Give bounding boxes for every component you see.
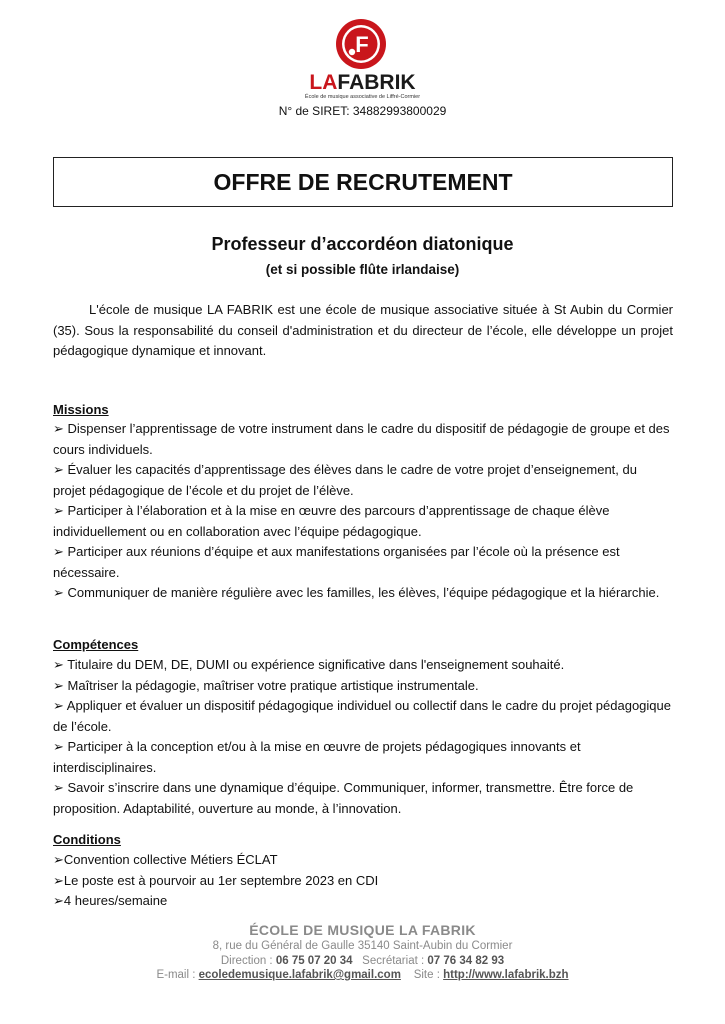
offer-banner: [53, 157, 673, 207]
list-item: ➢ Titulaire du DEM, DE, DUMI ou expérience significative dans l'enseignement souhaité.: [53, 657, 565, 672]
website-link[interactable]: http://www.lafabrik.bzh: [443, 969, 569, 981]
logo-subtitle: École de musique associative de Liffré-Cormier: [304, 94, 421, 100]
list-item: ➢ Participer à la conception et/ou à la mise en œuvre de projets pédagogiques innovants et interdisciplinaires.: [53, 739, 581, 775]
direction-phone: 06 75 07 20 34: [275, 955, 353, 967]
intro-paragraph: L'école de musique LA FABRIK est une école de musique associative située à St Aubin du Cormier (35). Sous la responsabilité du conseil d'administration et du directeur de l’école, elle développe un projet pédagogique dynamique et innovant.: [53, 302, 673, 358]
svg-text:F: F: [355, 32, 369, 57]
missions-list: [53, 419, 673, 604]
footer-address: 8, rue du Général de Gaulle 35140 Saint-Aubin du Cormier: [212, 940, 513, 952]
list-item: ➢Convention collective Métiers ÉCLAT: [53, 852, 278, 867]
list-item: ➢ Appliquer et évaluer un dispositif pédagogique individuel ou collectif dans le cadre du projet pédagogique de l’école.: [53, 698, 671, 734]
direction-label: Direction :: [220, 955, 276, 967]
competences-list: [53, 655, 673, 819]
site-label: Site :: [413, 969, 444, 981]
logo-word-fabrik: FABRIK: [337, 71, 416, 94]
secretariat-label: Secrétariat :: [362, 955, 428, 967]
secretariat-phone: 07 76 34 82 93: [427, 955, 505, 967]
list-item: ➢ Participer à l’élaboration et à la mise en œuvre des parcours d’apprentissage de chaque élève individuellement ou en collaboration avec l’équipe pédagogique.: [53, 503, 610, 539]
list-item: ➢ Maîtriser la pédagogie, maîtriser votre pratique artistique instrumentale.: [53, 677, 479, 693]
list-item: ➢ Évaluer les capacités d’apprentissage des élèves dans le cadre de votre projet d’enseignement, du projet pédagogique de l’école et du projet de l’élève.: [53, 462, 637, 498]
footer-school-name: ÉCOLE DE MUSIQUE LA FABRIK: [249, 922, 476, 938]
list-item: ➢4 heures/semaine: [53, 893, 168, 908]
job-title: Professeur d’accordéon diatonique: [211, 234, 514, 254]
siret-number: N° de SIRET: 34882993800029: [278, 104, 447, 118]
email-label: E-mail :: [156, 969, 199, 981]
list-item: ➢ Savoir s’inscrire dans une dynamique d’équipe. Communiquer, informer, transmettre. Être force de proposition. Adaptabilité, ouverture au monde, à l’innovation.: [53, 780, 634, 816]
competences-heading: Compétences: [53, 637, 139, 652]
email-link[interactable]: ecoledemusique.lafabrik@gmail.com: [198, 969, 401, 981]
job-subtitle: (et si possible flûte irlandaise): [265, 262, 460, 277]
lafabrik-logo-icon: [335, 18, 387, 70]
footer-phones: [0, 955, 725, 967]
logo-word-la: LA: [309, 71, 338, 94]
missions-heading: Missions: [53, 402, 109, 417]
list-item: ➢ Dispenser l’apprentissage de votre instrument dans le cadre du dispositif de pédagogie de groupe et des cours individuels.: [53, 421, 670, 457]
conditions-heading: Conditions: [53, 832, 121, 847]
footer-contact: [0, 969, 725, 981]
logo-wordmark: [0, 72, 725, 94]
conditions-list: [53, 850, 673, 912]
list-item: ➢ Communiquer de manière régulière avec les familles, les élèves, l’équipe pédagogique et la hiérarchie.: [53, 585, 660, 600]
list-item: ➢ Participer aux réunions d’équipe et aux manifestations organisées par l’école où la présence est nécessaire.: [53, 544, 620, 580]
list-item: ➢Le poste est à pourvoir au 1er septembre 2023 en CDI: [53, 872, 379, 888]
banner-title: OFFRE DE RECRUTEMENT: [213, 168, 513, 195]
